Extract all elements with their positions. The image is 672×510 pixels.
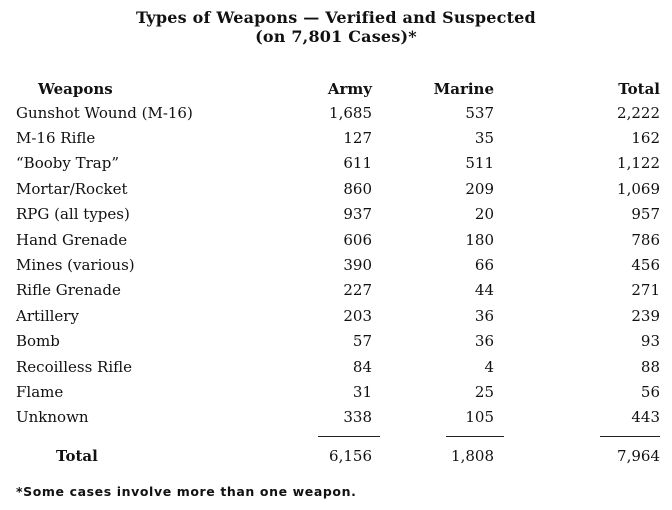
- weapon-name: Mortar/Rocket: [16, 179, 128, 198]
- total-count: 271: [631, 281, 660, 300]
- weapon-name: Artillery: [16, 306, 79, 325]
- table-row: [16, 329, 660, 354]
- army-count: 227: [343, 281, 372, 300]
- table-row: [16, 176, 660, 201]
- weapon-name: M-16 Rifle: [16, 129, 96, 148]
- army-count: 860: [343, 179, 372, 198]
- marine-count: 511: [465, 154, 494, 173]
- marine-count: 66: [474, 256, 494, 275]
- total-count: 786: [631, 230, 660, 249]
- table-title-block: [0, 8, 672, 46]
- army-count: 606: [343, 230, 372, 249]
- header-army: Army: [327, 80, 372, 98]
- page-subtitle: (on 7,801 Cases)*: [255, 27, 417, 46]
- weapons-table: [16, 78, 660, 470]
- weapon-name: Mines (various): [16, 256, 135, 275]
- rule-spacer: [16, 430, 270, 442]
- army-count: 127: [343, 129, 372, 148]
- divider: [318, 436, 380, 437]
- army-count: 611: [343, 154, 372, 173]
- table-row: [16, 278, 660, 303]
- total-count: 93: [640, 332, 660, 351]
- header-total: Total: [618, 80, 660, 98]
- total-count: 239: [631, 306, 660, 325]
- header-row: [16, 78, 660, 100]
- army-count: 203: [343, 306, 372, 325]
- total-count: 56: [640, 382, 660, 401]
- weapon-name: Bomb: [16, 332, 60, 351]
- army-count: 57: [352, 332, 372, 351]
- marine-count: 209: [465, 179, 494, 198]
- weapon-name: Recoilless Rifle: [16, 357, 133, 376]
- army-sum-rule: [270, 430, 390, 442]
- weapon-name: Flame: [16, 382, 64, 401]
- army-count: 1,685: [329, 103, 372, 122]
- footnote: *Some cases involve more than one weapon.: [16, 484, 357, 499]
- header-weapons: Weapons: [38, 80, 113, 98]
- table-row: [16, 252, 660, 277]
- army-count: 937: [343, 205, 372, 224]
- marine-count: 25: [474, 382, 494, 401]
- page-title: Types of Weapons — Verified and Suspected: [136, 8, 536, 27]
- weapon-name: “Booby Trap”: [16, 154, 119, 173]
- sum-rule-row: [16, 430, 660, 442]
- table-row: [16, 202, 660, 227]
- marine-count: 4: [484, 357, 494, 376]
- table-row: [16, 151, 660, 176]
- army-total: 6,156: [329, 447, 372, 466]
- divider: [446, 436, 504, 437]
- marine-total: 1,808: [451, 447, 494, 466]
- table-row: [16, 125, 660, 150]
- army-count: 31: [352, 382, 372, 401]
- total-count: 1,122: [617, 154, 660, 173]
- total-count: 1,069: [617, 179, 660, 198]
- totals-row: [16, 442, 660, 470]
- marine-count: 36: [474, 332, 494, 351]
- total-count: 88: [640, 357, 660, 376]
- marine-count: 105: [465, 408, 494, 427]
- marine-count: 36: [474, 306, 494, 325]
- total-count: 2,222: [617, 103, 660, 122]
- total-count: 957: [631, 205, 660, 224]
- total-count: 162: [631, 129, 660, 148]
- divider: [600, 436, 660, 437]
- header-marine: Marine: [433, 80, 494, 98]
- totals-label: Total: [56, 447, 98, 466]
- marine-count: 44: [474, 281, 494, 300]
- total-count: 456: [631, 256, 660, 275]
- weapon-name: Hand Grenade: [16, 230, 128, 249]
- weapon-name: RPG (all types): [16, 205, 130, 224]
- marine-count: 35: [474, 129, 494, 148]
- table-row: [16, 303, 660, 328]
- table-row: [16, 100, 660, 125]
- marine-sum-rule: [390, 430, 520, 442]
- table-row: [16, 405, 660, 430]
- total-sum-rule: [520, 430, 660, 442]
- table-row: [16, 227, 660, 252]
- marine-count: 180: [465, 230, 494, 249]
- table-row: [16, 379, 660, 404]
- weapon-name: Unknown: [16, 408, 89, 427]
- table-row: [16, 354, 660, 379]
- army-count: 84: [352, 357, 372, 376]
- army-count: 390: [343, 256, 372, 275]
- weapon-name: Rifle Grenade: [16, 281, 121, 300]
- army-count: 338: [343, 408, 372, 427]
- grand-total: 7,964: [617, 447, 660, 466]
- total-count: 443: [631, 408, 660, 427]
- marine-count: 537: [465, 103, 494, 122]
- weapon-name: Gunshot Wound (M-16): [16, 103, 193, 122]
- marine-count: 20: [474, 205, 494, 224]
